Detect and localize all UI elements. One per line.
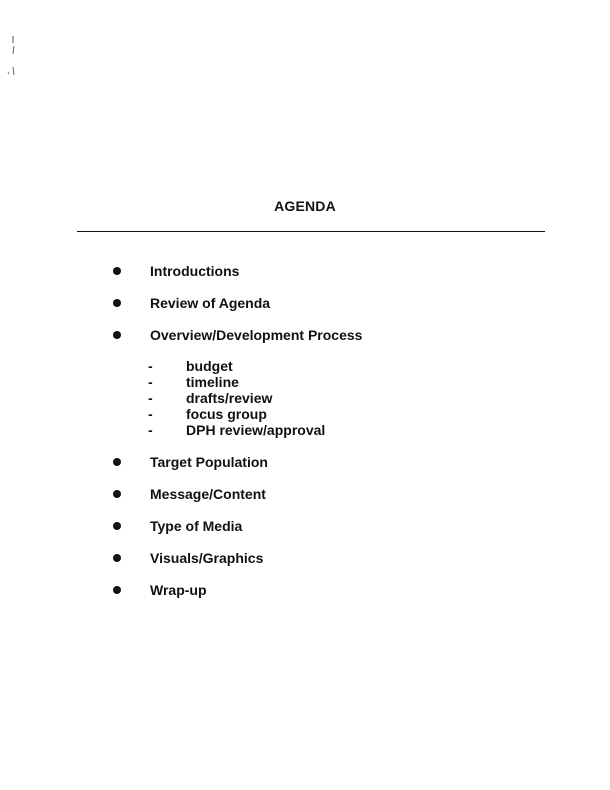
agenda-subitem xyxy=(0,374,610,390)
agenda-subitem xyxy=(0,406,610,422)
bullet-icon xyxy=(113,299,121,307)
bullet-icon xyxy=(113,586,121,594)
agenda-item xyxy=(0,263,610,281)
agenda-item-label: Introductions xyxy=(150,263,240,279)
agenda-item-label: Message/Content xyxy=(150,486,266,502)
agenda-item-label: Overview/Development Process xyxy=(150,327,363,343)
agenda-item xyxy=(0,550,610,568)
agenda-item xyxy=(0,486,610,504)
bullet-icon xyxy=(113,267,121,275)
agenda-title: AGENDA xyxy=(274,198,336,214)
dash-marker: - xyxy=(148,406,153,422)
agenda-item xyxy=(0,518,610,536)
agenda-subitem xyxy=(0,390,610,406)
bullet-icon xyxy=(113,331,121,339)
agenda-item-label: Type of Media xyxy=(150,518,243,534)
bullet-icon xyxy=(113,554,121,562)
agenda-item-label: Wrap-up xyxy=(150,582,207,598)
agenda-subitem-label: timeline xyxy=(186,374,239,390)
agenda-subitem-label: drafts/review xyxy=(186,390,273,406)
agenda-item xyxy=(0,454,610,472)
agenda-item xyxy=(0,295,610,313)
dash-marker: - xyxy=(148,390,153,406)
title-divider xyxy=(77,231,545,232)
dash-marker: - xyxy=(148,422,153,438)
agenda-item xyxy=(0,582,610,600)
agenda-subitem-label: budget xyxy=(186,358,233,374)
agenda-item-label: Target Population xyxy=(150,454,268,470)
dash-marker: - xyxy=(148,358,153,374)
dash-marker: - xyxy=(148,374,153,390)
scan-artifact-marks xyxy=(5,34,19,78)
agenda-subitem-label: DPH review/approval xyxy=(186,422,326,438)
bullet-icon xyxy=(113,490,121,498)
bullet-icon xyxy=(113,458,121,466)
agenda-subitem xyxy=(0,358,610,374)
agenda-subitem-label: focus group xyxy=(186,406,267,422)
agenda-subitem xyxy=(0,422,610,438)
agenda-item-label: Review of Agenda xyxy=(150,295,271,311)
agenda-item-label: Visuals/Graphics xyxy=(150,550,264,566)
agenda-item xyxy=(0,327,610,345)
bullet-icon xyxy=(113,522,121,530)
